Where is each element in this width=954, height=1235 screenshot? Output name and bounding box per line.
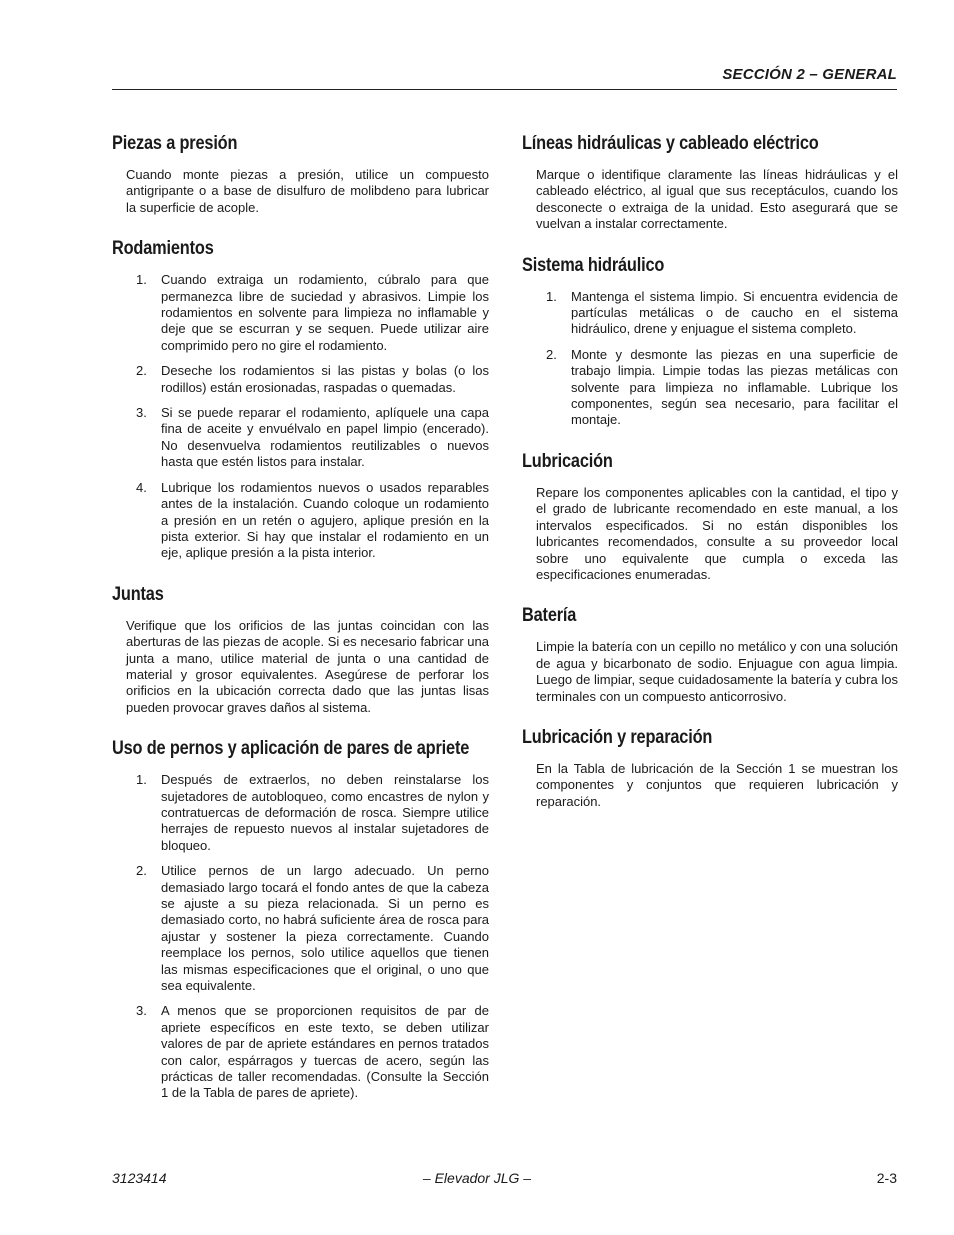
section-juntas <box>112 584 489 716</box>
list-item-text: Deseche los rodamientos si las pistas y bolas (o los rodillos) están erosionadas, raspadas o quemadas. <box>161 363 489 395</box>
section-paragraph: En la Tabla de lubricación de la Sección 1 se muestran los componentes y conjuntos que requieren lubricación y reparación. <box>536 760 898 809</box>
list-item-text: Monte y desmonte las piezas en una superficie de trabajo limpia. Limpie todas las piezas metálicas con solvente para limpieza no inflamable. Lubrique los componentes, según sea necesario, para facilitar el montaje. <box>571 346 898 428</box>
list-item-number: 2. <box>546 346 557 362</box>
section-paragraph: Limpie la batería con un cepillo no metálico y con una solución de agua y bicarbonato de sodio. Enjuague con agua limpia. Luego de limpiar, seque cuidadosamente la batería y cubra los terminales con un compuesto anticorrosivo. <box>536 639 898 704</box>
list-item <box>112 772 489 854</box>
list-item-number: 1. <box>136 772 147 788</box>
section-heading: Líneas hidráulicas y cableado eléctrico <box>522 133 819 154</box>
section-heading: Batería <box>522 605 577 627</box>
section-heading: Rodamientos <box>112 238 214 260</box>
list-item-number: 3. <box>136 1003 147 1019</box>
list-item-number: 4. <box>136 479 147 495</box>
list-item <box>522 289 898 338</box>
numbered-list <box>112 772 489 1102</box>
section-header-title: SECCIÓN 2 – GENERAL <box>722 66 897 83</box>
list-item-number: 3. <box>136 405 147 421</box>
section-paragraph: Cuando monte piezas a presión, utilice un compuesto antigripante o a base de disulfuro de molibdeno para lubricar la superficie de acople. <box>126 167 489 215</box>
list-item-text: Lubrique los rodamientos nuevos o usados reparables antes de la instalación. Cuando coloque un rodamiento a presión en un retén o agujero, aplique presión en la pista exterior. Si hay que instalar el rodamiento en un eje, aplique presión a la pista interior. <box>161 479 489 561</box>
footer-page-number: 2-3 <box>876 1170 897 1186</box>
list-item-text: Después de extraerlos, no deben reinstalarse los sujetadores de autobloqueo, como encastres de nylon y contratuercas de deformación de rosca. Siempre utilice herrajes de repuesto nuevos al instalar sujetadores de bloqueo. <box>161 772 489 853</box>
section-paragraph: Marque o identifique claramente las líneas hidráulicas y el cableado eléctrico, al igual que sus receptáculos, cuando los desconecte o extraiga de la unidad. Esto asegurará que se vuelvan a instalar correctamente. <box>536 167 898 232</box>
list-item-number: 1. <box>136 272 147 288</box>
numbered-list <box>112 272 489 562</box>
list-item-number: 2. <box>136 863 147 879</box>
section-lubricacion <box>522 451 898 583</box>
footer-doc-number: 3123414 <box>112 1170 167 1186</box>
section-bateria <box>522 605 898 705</box>
footer-title: – Elevador JLG – <box>422 1170 532 1186</box>
list-item <box>112 272 489 354</box>
list-item <box>112 405 489 471</box>
list-item-text: Utilice pernos de un largo adecuado. Un perno demasiado largo tocará el fondo antes de que la cabeza se ajuste a su pieza relacionada. Si un perno es demasiado corto, no habrá suficiente área de rosca para ajustar y sostener la pieza correctamente. Cuando reemplace los pernos, solo utilice aquellos que tienen las mismas especificaciones que el original, o uno que sea equivalente. <box>161 863 489 994</box>
section-lubricacion-y-reparacion <box>522 727 898 810</box>
list-item <box>522 347 898 429</box>
list-item-number: 2. <box>136 363 147 379</box>
list-item-text: Cuando extraiga un rodamiento, cúbralo para que permanezca libre de suciedad y abrasivos. Limpie los rodamientos en solvente para limpieza no inflamable y deje que se escurran y se sequen. Puede utilizar aire comprimido pero no gire el rodamiento. <box>161 272 489 353</box>
list-item-text: Mantenga el sistema limpio. Si encuentra evidencia de partículas metálicas o de caucho en el sistema hidráulico, drene y enjuague el sistema completo. <box>571 288 898 337</box>
section-heading: Sistema hidráulico <box>522 254 665 276</box>
section-heading: Piezas a presión <box>112 133 238 154</box>
list-item <box>112 1003 489 1101</box>
section-sistema-hidraulico <box>522 255 898 429</box>
section-paragraph: Verifique que los orificios de las juntas coincidan con las aberturas de las piezas de acople. Si es necesario fabricar una junta a mano, utilice material de junta o una cantidad de material y grosor equivalentes. Asegúrese de perforar los orificios en la ubicación correcta dado que las juntas lisas pueden provocar graves daños al sistema. <box>126 617 489 715</box>
section-lineas-hidraulicas <box>522 133 898 233</box>
list-item <box>112 363 489 396</box>
section-heading: Uso de pernos y aplicación de pares de apriete <box>112 738 470 760</box>
left-column <box>112 133 489 1124</box>
list-item-number: 1. <box>546 288 557 304</box>
section-heading: Lubricación y reparación <box>522 726 713 748</box>
section-piezas-a-presion <box>112 133 489 216</box>
section-paragraph: Repare los componentes aplicables con la cantidad, el tipo y el grado de lubricante recomendado en este manual, a los intervalos especificados. Si no están disponibles los lubricantes recomendados, consulte a su proveedor local sobre uno equivalente que cumpla o exceda las especificaciones enumeradas. <box>536 484 898 582</box>
section-uso-de-pernos <box>112 738 489 1102</box>
section-heading: Juntas <box>112 583 164 605</box>
right-column <box>522 133 898 832</box>
numbered-list <box>522 289 898 429</box>
list-item-text: Si se puede reparar el rodamiento, aplíquele una capa fina de aceite y envuélvalo en papel limpio (encerado). No desenvuelva rodamientos reutilizables o nuevos hasta que estén listos para instalar. <box>161 405 489 470</box>
section-rodamientos <box>112 238 489 562</box>
section-heading: Lubricación <box>522 450 613 472</box>
list-item <box>112 863 489 994</box>
list-item-text: A menos que se proporcionen requisitos de par de apriete específicos en este texto, se deben utilizar valores de par de apriete estándares en pernos tratados con calor, espárragos y tuercas de acero, según las prácticas de taller recomendadas. (Consulte la Sección 1 de la Tabla de pares de apriete). <box>161 1003 489 1101</box>
header-rule <box>112 89 897 90</box>
list-item <box>112 480 489 562</box>
